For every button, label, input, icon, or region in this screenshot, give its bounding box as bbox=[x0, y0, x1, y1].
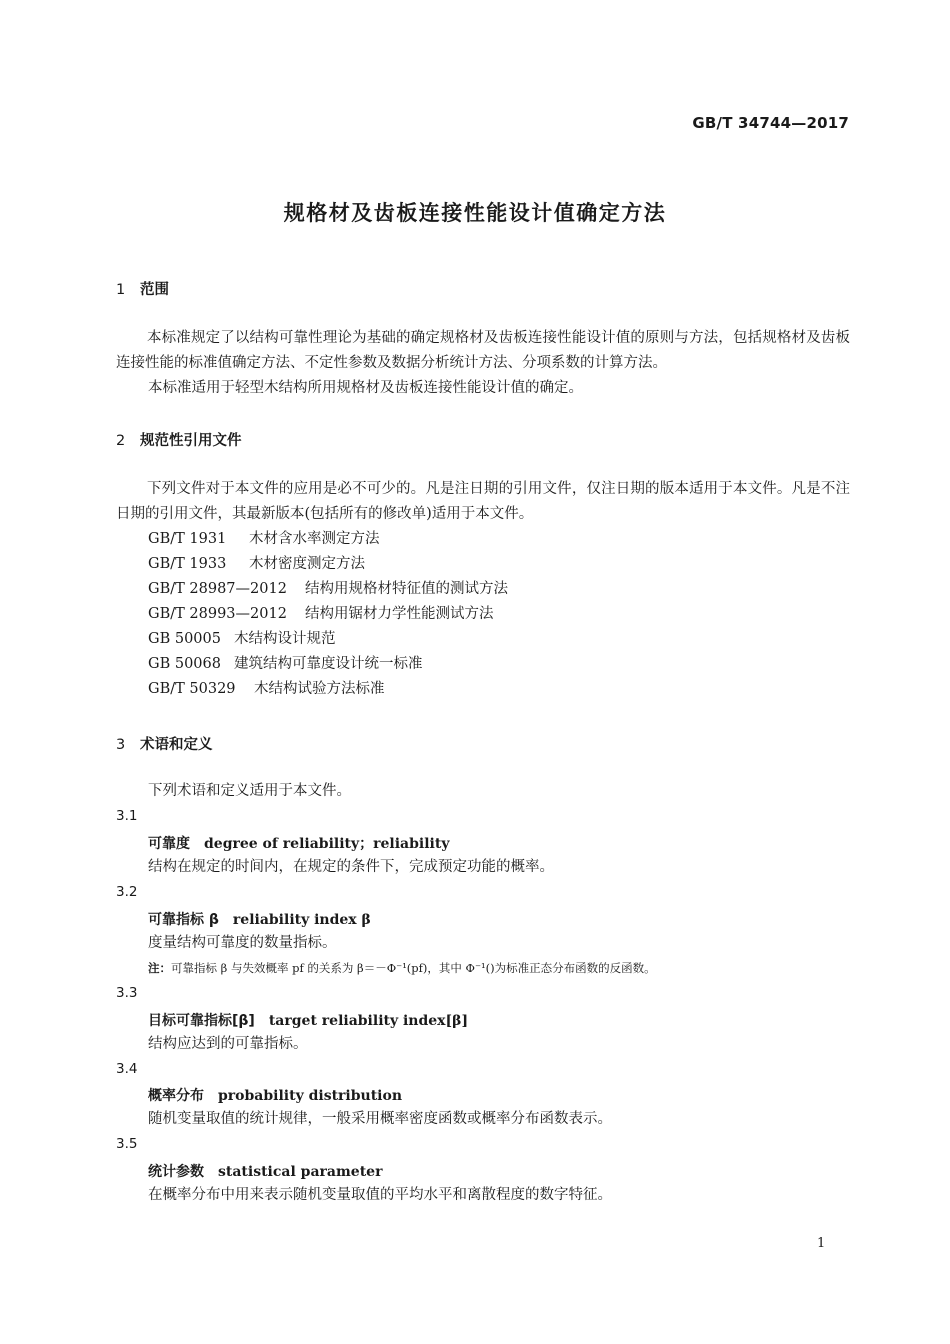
term-chinese: 可靠指标 β bbox=[148, 912, 219, 928]
term-number: 3.3 bbox=[116, 985, 138, 1001]
term-number: 3.1 bbox=[116, 808, 138, 824]
term-chinese: 统计参数 bbox=[148, 1164, 204, 1180]
reference-item bbox=[148, 627, 336, 652]
page-number: 1 bbox=[817, 1236, 826, 1251]
term-definition: 结构在规定的时间内，在规定的条件下，完成预定功能的概率。 bbox=[148, 859, 554, 875]
term-heading bbox=[148, 909, 371, 929]
term-heading bbox=[148, 833, 449, 853]
section-number: 2 bbox=[116, 433, 126, 449]
reference-code: GB/T 1931 bbox=[148, 531, 227, 547]
term-heading bbox=[148, 1010, 468, 1030]
term-chinese: 目标可靠指标[β] bbox=[148, 1013, 255, 1029]
reference-code: GB/T 28987—2012 bbox=[148, 581, 287, 597]
term-english: degree of reliability；reliability bbox=[204, 836, 450, 852]
section-3-heading bbox=[116, 733, 213, 754]
reference-item bbox=[148, 677, 385, 702]
section-title: 范围 bbox=[140, 282, 169, 298]
section-title: 术语和定义 bbox=[140, 737, 213, 753]
term-number: 3.4 bbox=[116, 1061, 138, 1077]
reference-item bbox=[148, 577, 508, 602]
term-english: statistical parameter bbox=[218, 1164, 383, 1180]
reference-item bbox=[148, 652, 423, 677]
section-3-intro: 下列术语和定义适用于本文件。 bbox=[148, 783, 351, 799]
reference-item bbox=[148, 552, 365, 577]
reference-item bbox=[148, 527, 380, 552]
term-number: 3.5 bbox=[116, 1136, 138, 1152]
note-label: 注： bbox=[148, 961, 171, 975]
reference-code: GB/T 1933 bbox=[148, 556, 227, 572]
section-number: 1 bbox=[116, 282, 126, 298]
section-2-heading bbox=[116, 429, 242, 450]
reference-title: 木结构试验方法标准 bbox=[254, 681, 385, 697]
term-heading bbox=[148, 1161, 382, 1181]
term-english: target reliability index[β] bbox=[268, 1013, 469, 1029]
term-heading bbox=[148, 1085, 402, 1105]
section-1-paragraph-2: 本标准适用于轻型木结构所用规格材及齿板连接性能设计值的确定。 bbox=[148, 380, 583, 396]
term-definition: 随机变量取值的统计规律，一般采用概率密度函数或概率分布函数表示。 bbox=[148, 1111, 612, 1127]
term-definition: 度量结构可靠度的数量指标。 bbox=[148, 935, 337, 951]
reference-title: 建筑结构可靠度设计统一标准 bbox=[234, 656, 423, 672]
reference-title: 木结构设计规范 bbox=[234, 631, 336, 647]
reference-title: 木材密度测定方法 bbox=[249, 556, 365, 572]
reference-code: GB/T 50329 bbox=[148, 681, 236, 697]
term-number: 3.2 bbox=[116, 884, 138, 900]
reference-code: GB 50068 bbox=[148, 656, 221, 672]
section-1-heading bbox=[116, 278, 169, 299]
section-2-intro: 下列文件对于本文件的应用是必不可少的。凡是注日期的引用文件，仅注日期的版本适用于本文件。凡是不注日期的引用文件，其最新版本(包括所有的修改单)适用于本文件。 bbox=[116, 481, 850, 522]
term-english: probability distribution bbox=[218, 1088, 403, 1104]
reference-code: GB 50005 bbox=[148, 631, 221, 647]
term-note bbox=[148, 960, 656, 976]
reference-item bbox=[148, 602, 494, 627]
note-text: 可靠指标 β 与失效概率 pf 的关系为 β＝－Φ⁻¹(pf)，其中 Φ⁻¹()为标准正态分布函数的反函数。 bbox=[171, 961, 656, 975]
section-1-paragraph-1: 本标准规定了以结构可靠性理论为基础的确定规格材及齿板连接性能设计值的原则与方法，包括规格材及齿板连接性能的标准值确定方法、不定性参数及数据分析统计方法、分项系数的计算方法。 bbox=[116, 330, 850, 371]
reference-title: 木材含水率测定方法 bbox=[249, 531, 380, 547]
section-title: 规范性引用文件 bbox=[140, 433, 242, 449]
reference-title: 结构用锯材力学性能测试方法 bbox=[305, 606, 494, 622]
term-chinese: 概率分布 bbox=[148, 1088, 204, 1104]
reference-title: 结构用规格材特征值的测试方法 bbox=[305, 581, 508, 597]
term-definition: 在概率分布中用来表示随机变量取值的平均水平和离散程度的数字特征。 bbox=[148, 1187, 612, 1203]
term-definition: 结构应达到的可靠指标。 bbox=[148, 1036, 308, 1052]
term-english: reliability index β bbox=[232, 912, 371, 928]
term-chinese: 可靠度 bbox=[148, 836, 190, 852]
reference-code: GB/T 28993—2012 bbox=[148, 606, 287, 622]
section-number: 3 bbox=[116, 737, 126, 753]
standard-code: GB/T 34744—2017 bbox=[692, 114, 849, 132]
document-title: 规格材及齿板连接性能设计值确定方法 bbox=[283, 201, 667, 225]
